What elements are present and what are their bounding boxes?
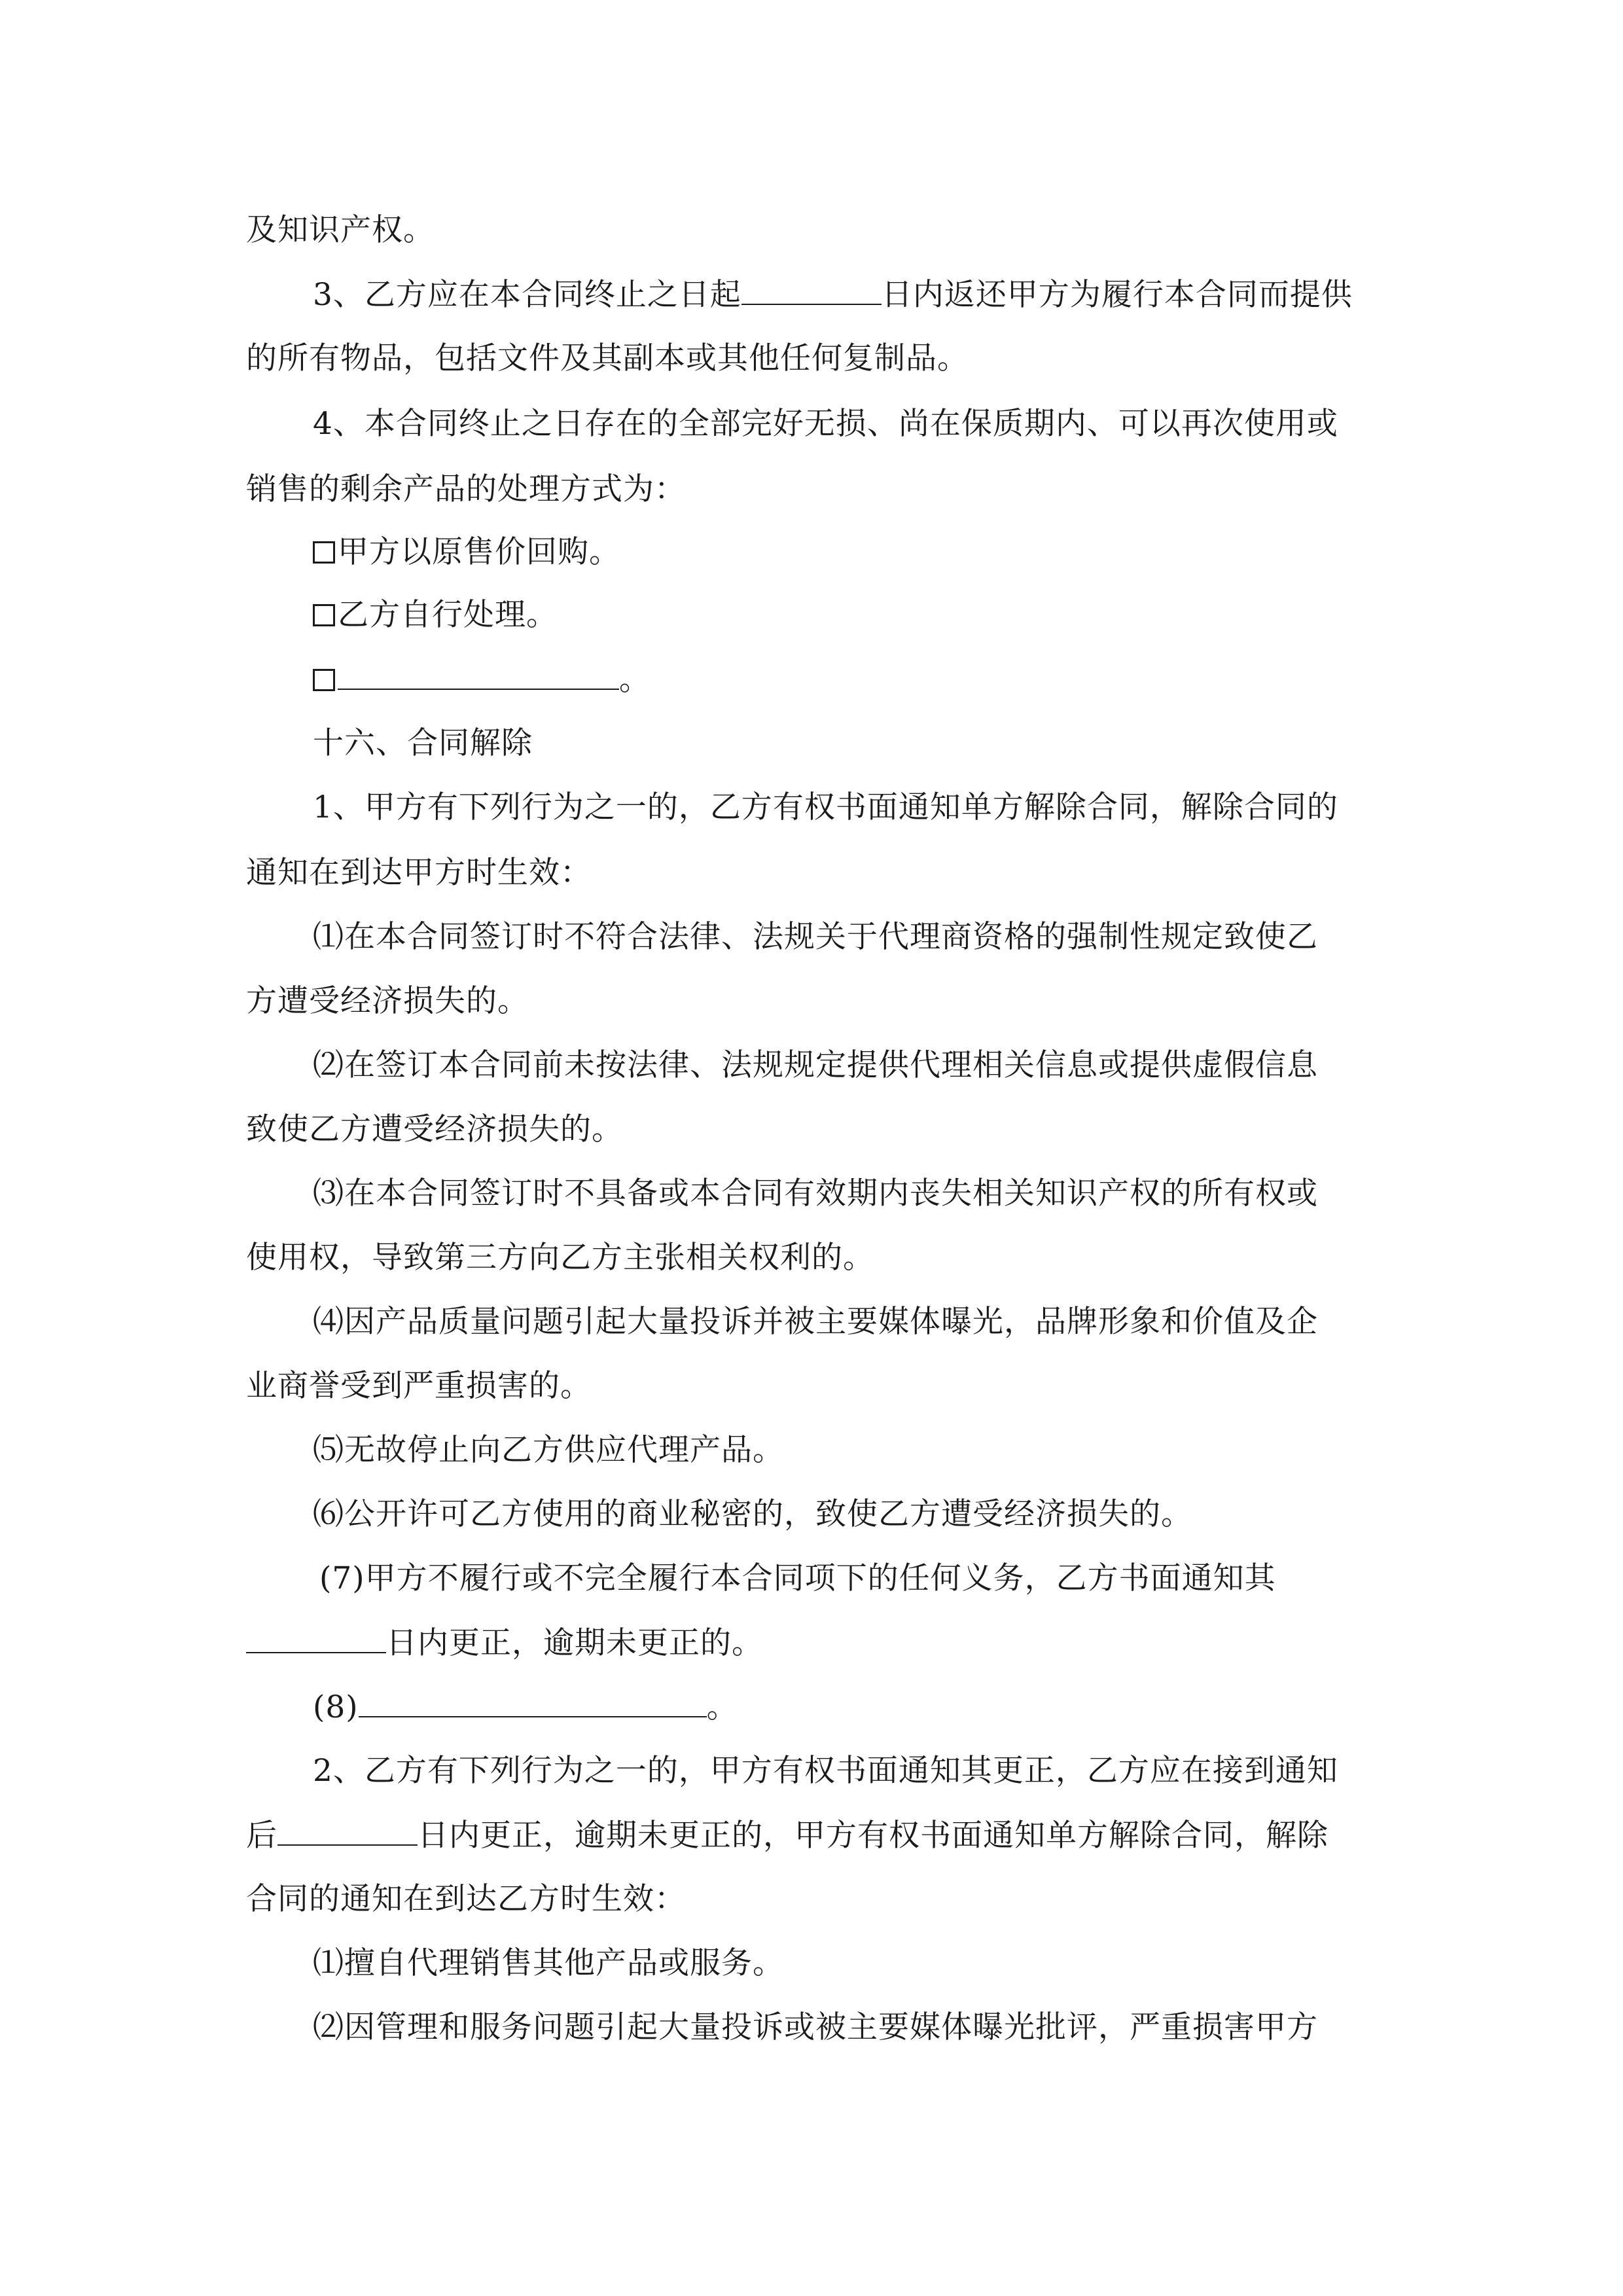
text-line — [246, 1110, 1385, 1149]
line-text: ⑸无故停止向乙方供应代理产品。 — [313, 1432, 784, 1468]
text-line — [313, 404, 1452, 444]
line-text: ⑷因产品质量问题引起大量投诉并被主要媒体曝光，品牌形象和价值及企 — [313, 1304, 1318, 1340]
line-text: 销售的剩余产品的处理方式为： — [246, 471, 686, 507]
text-line — [246, 1623, 1385, 1662]
text-line — [313, 1751, 1452, 1791]
text-line — [313, 2008, 1452, 2047]
checkbox[interactable] — [313, 669, 335, 691]
option-text: 乙方自行处理。 — [338, 597, 558, 633]
line-text: 合同的通知在到达乙方时生效： — [246, 1881, 686, 1917]
line-text: ⑶在本合同签订时不具备或本合同有效期内丧失相关知识产权的所有权或 — [313, 1175, 1318, 1211]
text-line — [246, 853, 1385, 893]
line-text: 及知识产权。 — [246, 212, 435, 248]
text-line — [246, 470, 1385, 509]
line-text: (8) — [313, 1689, 359, 1725]
text-line — [313, 918, 1452, 957]
line-text: 2、乙方有下列行为之一的，甲方有权书面通知其更正，乙方应在接到通知 — [313, 1753, 1338, 1789]
line-text: ⑴在本合同签订时不符合法律、法规关于代理商资格的强制性规定致使乙 — [313, 919, 1318, 955]
option-text: 。 — [619, 662, 651, 698]
text-line — [313, 788, 1452, 827]
text-line — [313, 1302, 1452, 1342]
text-line — [319, 1559, 1458, 1598]
line-text: ⑹公开许可乙方使用的商业秘密的，致使乙方遭受经济损失的。 — [313, 1496, 1192, 1532]
text-line — [246, 1880, 1385, 1919]
checkbox[interactable] — [313, 541, 335, 564]
option-text: 甲方以原售价回购。 — [338, 534, 620, 570]
text-line — [246, 1238, 1385, 1278]
text-line — [313, 1944, 1452, 1983]
line-text: 通知在到达甲方时生效： — [246, 855, 592, 891]
line-text: 。 — [706, 1689, 738, 1725]
text-line — [313, 275, 1452, 314]
text-line — [313, 1174, 1452, 1213]
line-text: 日内返还甲方为履行本合同而提供 — [881, 277, 1353, 313]
line-text: 致使乙方遭受经济损失的。 — [246, 1111, 623, 1147]
option-line — [313, 596, 1452, 635]
line-text: 使用权，导致第三方向乙方主张相关权利的。 — [246, 1240, 874, 1276]
line-text: 业商誉受到严重损害的。 — [246, 1368, 592, 1404]
line-text: ⑵在签订本合同前未按法律、法规规定提供代理相关信息或提供虚假信息 — [313, 1047, 1318, 1083]
text-line — [313, 1431, 1452, 1470]
line-text: 的所有物品，包括文件及其副本或其他任何复制品。 — [246, 340, 969, 376]
text-line — [246, 982, 1385, 1021]
text-line — [246, 339, 1385, 378]
text-line — [313, 1046, 1452, 1085]
section-heading — [313, 724, 1452, 763]
line-text: 方遭受经济损失的。 — [246, 983, 529, 1019]
line-text: ⑵因管理和服务问题引起大量投诉或被主要媒体曝光批评，严重损害甲方 — [313, 2009, 1318, 2045]
line-text: 3、乙方应在本合同终止之日起 — [313, 277, 741, 313]
heading-text: 十六、合同解除 — [313, 725, 533, 761]
text-line — [313, 1687, 1452, 1727]
line-text: 4、本合同终止之日存在的全部完好无损、尚在保质期内、可以再次使用或 — [313, 406, 1338, 442]
line-text: 日内更正，逾期未更正的。 — [386, 1625, 763, 1661]
text-line — [313, 1495, 1452, 1534]
line-text: ⑴擅自代理销售其他产品或服务。 — [313, 1945, 784, 1981]
line-text: (7)甲方不履行或不完全履行本合同项下的任何义务，乙方书面通知其 — [319, 1560, 1276, 1596]
text-line — [246, 1816, 1385, 1855]
fill-in-blank[interactable] — [246, 1623, 386, 1653]
line-text: 1、甲方有下列行为之一的，乙方有权书面通知单方解除合同，解除合同的 — [313, 789, 1338, 825]
option-line — [313, 533, 1452, 572]
line-text: 后 — [246, 1818, 277, 1854]
option-line — [313, 660, 1452, 699]
line-text: 日内更正，逾期未更正的，甲方有权书面通知单方解除合同，解除 — [418, 1818, 1329, 1854]
text-line — [246, 1367, 1385, 1406]
text-line — [246, 211, 1385, 250]
fill-in-blank[interactable] — [359, 1687, 707, 1717]
checkbox[interactable] — [313, 604, 335, 626]
fill-in-blank[interactable] — [741, 275, 882, 305]
fill-in-blank[interactable] — [338, 660, 619, 690]
fill-in-blank[interactable] — [277, 1816, 418, 1846]
